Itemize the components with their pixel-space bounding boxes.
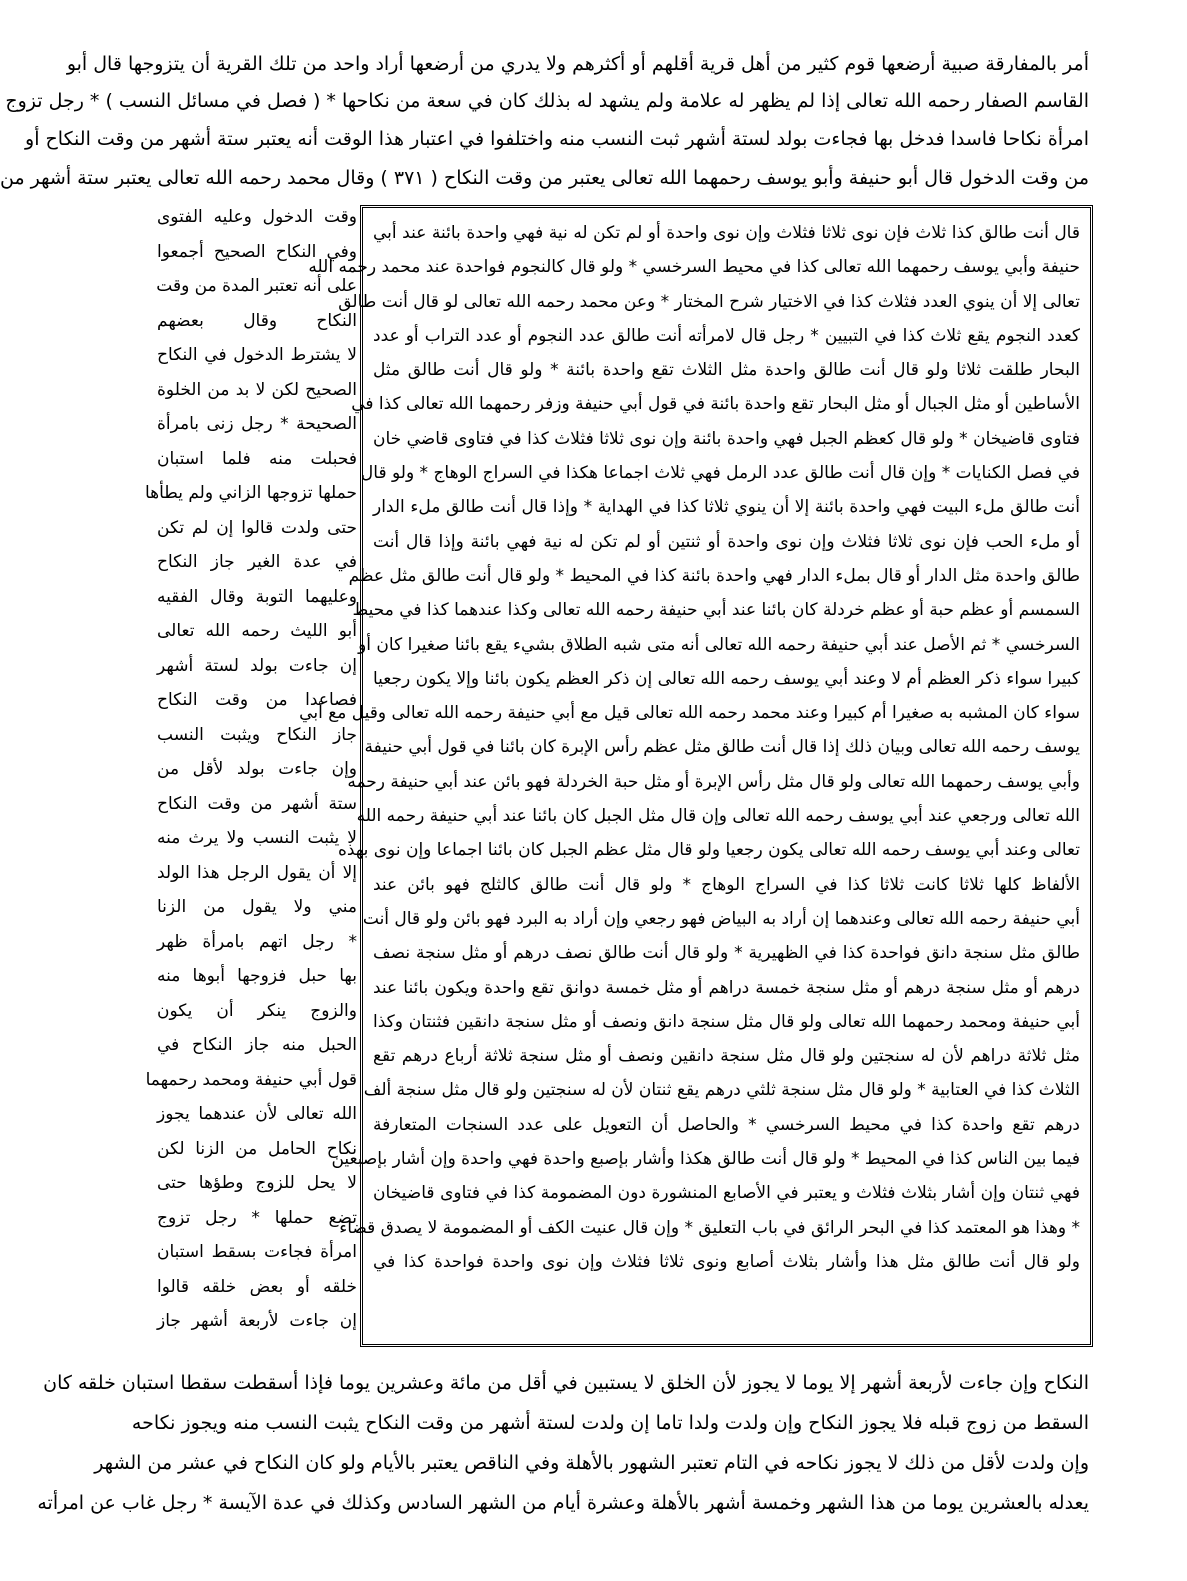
text-line: الصحيحة * رجل زنى بامرأة — [157, 414, 357, 434]
text-line: يوسف رحمه الله تعالى وبيان ذلك إذا قال أنت طالق مثل عظم رأس الإبرة كان بائنا في قول أبي حنيفة — [364, 737, 1080, 758]
text-line: الحبل منه جاز النكاح في — [157, 1035, 357, 1055]
text-line: وفي النكاح الصحيح أجمعوا — [157, 241, 357, 262]
text-line: الألفاظ كلها ثلاثا كانت ثلاثا كذا في السراج الوهاج * ولو قال أنت طالق كالثلج فهو بائن عند — [373, 874, 1080, 895]
text-line: وإن ولدت لأقل من ذلك لا يجوز نكاحه في التام تعتبر الشهور بالأهلة وفي الناقص يعتبر بالأيام ولو كان النكاح في عشر من الشهر — [94, 1452, 1089, 1474]
text-line: وإن جاءت بولد لأقل من — [157, 759, 357, 779]
text-line: من وقت الدخول قال أبو حنيفة وأبو يوسف رحمهما الله تعالى يعتبر من وقت النكاح ( ٣٧١ ) وقال محمد رحمه الله تعالى يعتبر ستة أشهر من — [0, 167, 1089, 189]
text-line: على أنه تعتبر المدة من وقت — [156, 276, 357, 296]
text-line: لا يحل للزوج وطؤها حتى — [157, 1173, 357, 1193]
text-line: ولو قال أنت طالق مثل هذا وأشار بثلاث أصابع ونوى ثلاثا فثلاث وإن نوى واحدة فواحدة كذا في — [373, 1251, 1080, 1272]
text-line: وأبي يوسف رحمهما الله تعالى ولو قال مثل رأس الإبرة أو مثل حبة الخردلة فهو بائن عند أبي حنيفة رحمه — [347, 771, 1080, 792]
text-line: فيما بين الناس كذا في المحيط * ولو قال أنت طالق هكذا وأشار بإصبع واحدة فهي واحدة وإن أشار بإصبعين — [331, 1149, 1080, 1170]
text-line: القاسم الصفار رحمه الله تعالى إذا لم يظهر له علامة ولم يشهد له بذلك كان في سعة من نكاحها * ( فصل في مسائل النسب ) * رجل تزوج — [5, 90, 1089, 112]
text-line: السرخسي * ثم الأصل عند أبي حنيفة رحمه الله تعالى أنه متى شبه الطلاق بشيء يقع بائنا صغيرا كان أو — [358, 634, 1080, 655]
main-text-body — [299, 216, 1080, 1279]
text-line: حملها تزوجها الزاني ولم يطأها — [144, 483, 357, 503]
text-line: درهم تقع واحدة كذا في محيط السرخسي * والحاصل أن التعويل على عدد السنجات المتعارفة — [373, 1114, 1080, 1135]
text-line: مثل ثلاثة دراهم لأن له سنجتين ولو قال مثل سنجة دانقين ونصف أو مثل سنجة ثلاثة أرباع درهم تقع — [373, 1046, 1080, 1067]
text-line: نكاح الحامل من الزنا لكن — [157, 1138, 357, 1159]
text-line: إن جاءت بولد لستة أشهر — [157, 655, 357, 676]
text-line: حنيفة وأبي يوسف رحمهما الله تعالى كذا في محيط السرخسي * ولو قال كالنجوم فواحدة عند محمد رحمه الله — [308, 257, 1080, 278]
text-line: كبيرا سواء ذكر العظم أم لا وعند أبي يوسف رحمه الله تعالى إن ذكر العظم يكون بائنا وإلا يكون رجعيا — [373, 668, 1080, 689]
text-line: الثلاث كذا في العتابية * ولو قال مثل سنجة ثلثي درهم يقع ثنتان لأن له سنجتين ولو قال مثل سنجة ألف — [363, 1080, 1080, 1101]
text-line: تضع حملها * رجل تزوج — [157, 1207, 357, 1228]
text-line: إن جاءت لأربعة أشهر جاز — [157, 1311, 357, 1331]
text-line: أبي حنيفة ومحمد رحمهما الله تعالى ولو قال مثل سنجة دانق ونصف أو مثل سنجة دانقين فثنتان وكذا — [373, 1011, 1080, 1032]
text-line: وقت الدخول وعليه الفتوى — [157, 207, 357, 227]
text-line: أبو الليث رحمه الله تعالى — [157, 621, 357, 641]
text-line: خلقه أو بعض خلقه قالوا — [157, 1276, 357, 1297]
text-line: درهم أو مثل سنجة درهم أو مثل سنجة خمسة دراهم أو مثل خمسة دوانق تقع واحدة ويكون بائنا عند — [373, 977, 1080, 998]
text-line: تعالى إلا أن ينوي العدد فثلاث كذا في الاختيار شرح المختار * وعن محمد رحمه الله تعالى لو قال أنت طالق — [338, 291, 1080, 312]
text-line: فتاوى قاضيخان * ولو قال كعظم الجبل فهي واحدة بائنة وإن نوى ثلاثا فثلاث كذا في فتاوى قاضي خان — [373, 428, 1080, 449]
text-line: والزوج ينكر أن يكون — [157, 1000, 357, 1021]
side-column-text — [144, 200, 357, 1360]
text-line: كعدد النجوم يقع ثلاث كذا في التبيين * رجل قال لامرأته أنت طالق عدد النجوم أو عدد التراب أو عدد — [373, 325, 1080, 346]
text-line: جاز النكاح ويثبت النسب — [157, 724, 357, 745]
text-line: الصحيح لكن لا بد من الخلوة — [157, 379, 357, 400]
text-line: * وهذا هو المعتمد كذا في البحر الرائق في باب التعليق * وإن قال عنيت الكف أو المضمومة لا يصدق قضاء — [339, 1217, 1080, 1238]
text-line: حتى ولدت قالوا إن لم تكن — [157, 517, 357, 538]
text-line: في فصل الكنايات * وإن قال أنت طالق عدد الرمل فهي ثلاث اجماعا هكذا في السراج الوهاج * ولو قال — [360, 463, 1080, 484]
text-line: إلا أن يقول الرجل هذا الولد — [157, 862, 357, 883]
text-line: الله تعالى ورجعي عند أبي يوسف رحمه الله تعالى وإن قال مثل الجبل كان بائنا عند أبي حنيفة رحمه الله — [356, 806, 1080, 827]
text-line: يعدله بالعشرين يوما من هذا الشهر وخمسة أشهر بالأهلة وعشرة أيام من الشهر السادس وكذلك في عدة الآيسة * رجل غاب عن امرأته — [37, 1492, 1089, 1514]
text-line: امرأة فجاءت بسقط استبان — [157, 1242, 357, 1262]
text-line: فهي ثنتان وإن أشار بثلاث فثلاث و يعتبر في الأصابع المنشورة دون المضمومة كذا في فتاوى قاضيخان — [373, 1183, 1080, 1204]
text-line: طالق واحدة مثل الدار أو قال بملء الدار فهي واحدة بائنة كذا في المحيط * ولو قال أنت طالق مثل عظم — [348, 565, 1080, 586]
text-line: فحبلت منه فلما استبان — [157, 448, 357, 469]
text-line: الأساطين أو مثل الجبال أو مثل البحار تقع واحدة بائنة في قول أبي حنيفة وزفر رحمهما الله تعالى كذا في — [351, 394, 1080, 415]
text-line: أبي حنيفة رحمه الله تعالى وعندهما إن أراد به البياض فهو رجعي وإن أراد به البرد فهو بائن ولو قال أنت — [362, 908, 1080, 929]
text-line: تعالى وعند أبي يوسف رحمه الله تعالى يكون رجعيا ولو قال مثل عظم الجبل كان بائنا اجماعا وإن نوى بهذه — [337, 840, 1080, 861]
text-line: وعليهما التوبة وقال الفقيه — [157, 586, 357, 607]
text-line: أنت طالق ملء البيت فهي واحدة بائنة إلا أن ينوي ثلاثا كذا في الهداية * وإذا قال أنت طالق ملء الدار — [373, 497, 1080, 518]
text-line: بها حبل فزوجها أبوها منه — [157, 966, 357, 986]
text-line: امرأة نكاحا فاسدا فدخل بها فجاءت بولد لستة أشهر ثبت النسب منه واختلفوا في اعتبار هذا الوقت أنه يعتبر ستة أشهر من وقت النكاح أو — [25, 128, 1089, 150]
text-line: السقط من زوج قبله فلا يجوز النكاح وإن ولدت ولدا تاما إن ولدت لستة أشهر من وقت النكاح يثبت النسب منه ويجوز نكاحه — [131, 1412, 1089, 1434]
text-line: أو ملء الحب فإن نوى ثلاثا فثلاث وإن نوى واحدة أو ثنتين أو لم تكن له نية فهي بائنة وإذا قال أنت — [373, 531, 1080, 552]
text-line: أمر بالمفارقة صبية أرضعها قوم كثير من أهل قرية أقلهم أو أكثرهم ولا يدري من أرضعها أراد واحد من تلك القرية أن يتزوجها قال أبو — [66, 53, 1089, 75]
text-line: في عدة الغير جاز النكاح — [157, 552, 357, 572]
text-line: النكاح وقال بعضهم — [157, 310, 357, 331]
text-line: البحار طلقت ثلاثا ولو قال أنت طالق واحدة مثل الثلاث تقع واحدة بائنة * ولو قال أنت طالق مثل — [373, 360, 1080, 381]
text-line: * رجل اتهم بامرأة ظهر — [157, 931, 357, 952]
page-bottom-text — [37, 1363, 1089, 1523]
text-line: طالق مثل سنجة دانق فواحدة كذا في الظهيرية * ولو قال أنت طالق نصف درهم أو مثل سنجة نصف — [373, 943, 1080, 964]
text-line: قول أبي حنيفة ومحمد رحمهما — [145, 1069, 357, 1090]
text-line: قال أنت طالق كذا ثلاث فإن نوى ثلاثا فثلاث وإن نوى واحدة أو لم تكن له نية فهي واحدة بائنة عند أبي — [373, 223, 1080, 243]
text-line: فصاعدا من وقت النكاح — [157, 690, 357, 710]
text-line: لا يشترط الدخول في النكاح — [157, 345, 357, 365]
main-text-frame — [299, 205, 1093, 1347]
text-line: ستة أشهر من وقت النكاح — [157, 793, 357, 814]
text-line: السمسم أو عظم حبة أو عظم خردلة كان بائنا عند أبي حنيفة رحمه الله تعالى وكذا عندهما كذا في محيط — [352, 600, 1080, 621]
text-line: سواء كان المشبه به صغيرا أم كبيرا وعند محمد رحمه الله تعالى قيل مع أبي حنيفة رحمه الله تعالى وقيل مع أبي — [299, 703, 1080, 724]
text-line: الله تعالى لأن عندهما يجوز — [157, 1104, 357, 1124]
text-line: النكاح وإن جاءت لأربعة أشهر إلا يوما لا يجوز لأن الخلق لا يستبين في أقل من مائة وعشرين يوما فإذا أسقطت سقطا استبان خلقه كان — [43, 1372, 1089, 1394]
text-line: مني ولا يقول من الزنا — [157, 897, 357, 917]
text-line: لا يثبت النسب ولا يرث منه — [157, 828, 357, 848]
